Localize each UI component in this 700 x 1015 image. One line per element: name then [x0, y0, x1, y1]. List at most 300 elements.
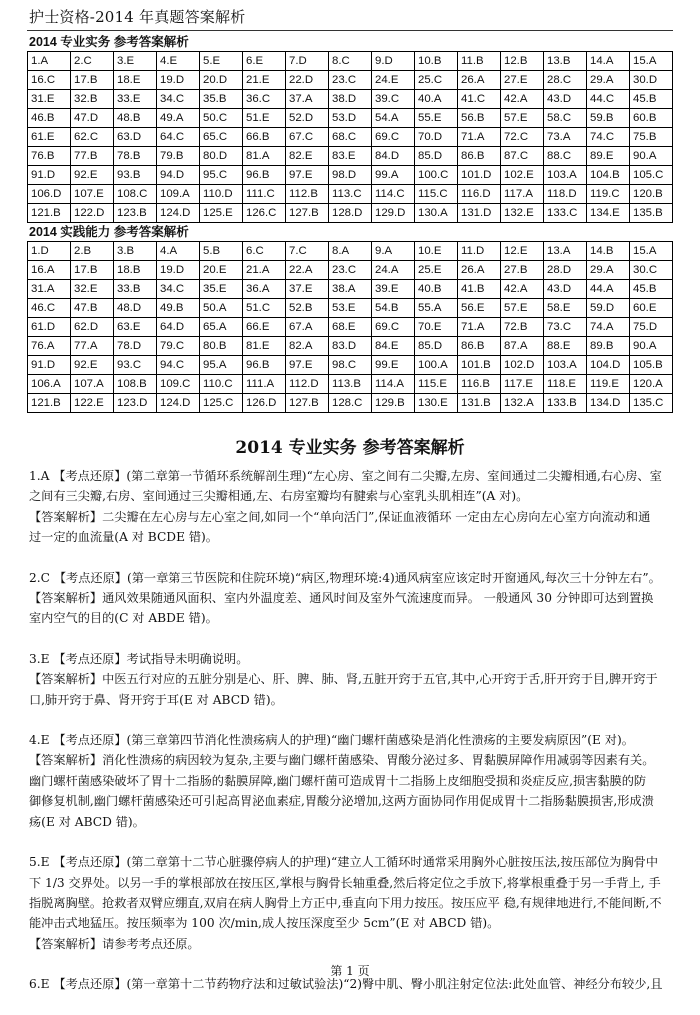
answer-cell: 108.C: [114, 185, 157, 204]
answer-cell: 99.E: [372, 356, 415, 375]
answer-cell: 68.C: [329, 128, 372, 147]
answer-cell: 90.A: [630, 147, 673, 166]
answer-cell: 109.C: [157, 375, 200, 394]
answer-cell: 24.E: [372, 71, 415, 90]
answer-cell: 75.B: [630, 128, 673, 147]
answer-row: [28, 261, 673, 280]
answer-cell: 1.A: [28, 52, 71, 71]
text-line: 1.A 【考点还原】(第二章第一节循环系统解剖生理)“左心房、室之间有二尖瓣,左房、室间通过二尖瓣相通,右心房、室: [29, 469, 662, 483]
answer-cell: 65.A: [200, 318, 243, 337]
answer-cell: 59.B: [587, 109, 630, 128]
answer-explanations: [29, 466, 672, 1015]
answer-cell: 29.A: [587, 71, 630, 90]
question-3-explanation: [29, 649, 672, 710]
answer-cell: 132.A: [501, 394, 544, 413]
answer-cell: 119.C: [587, 185, 630, 204]
answer-cell: 55.A: [415, 299, 458, 318]
answer-cell: 57.E: [501, 109, 544, 128]
answer-cell: 45.B: [630, 280, 673, 299]
answer-cell: 54.A: [372, 109, 415, 128]
answer-cell: 95.C: [200, 166, 243, 185]
answer-cell: 17.B: [71, 261, 114, 280]
question-5-explanation: [29, 852, 672, 954]
answer-cell: 30.C: [630, 261, 673, 280]
answer-cell: 84.D: [372, 147, 415, 166]
answer-cell: 102.E: [501, 166, 544, 185]
answer-row: [28, 242, 673, 261]
answer-cell: 72.C: [501, 128, 544, 147]
answer-cell: 82.E: [286, 147, 329, 166]
answer-cell: 81.E: [243, 337, 286, 356]
answer-cell: 76.A: [28, 337, 71, 356]
answer-cell: 80.B: [200, 337, 243, 356]
answer-cell: 119.E: [587, 375, 630, 394]
answer-cell: 43.D: [544, 90, 587, 109]
answer-cell: 106.D: [28, 185, 71, 204]
answer-cell: 83.E: [329, 147, 372, 166]
question-1-explanation: [29, 466, 672, 548]
answer-cell: 26.A: [458, 71, 501, 90]
answer-cell: 64.D: [157, 318, 200, 337]
answer-cell: 35.E: [200, 280, 243, 299]
section-title-ability: 2014 实践能力 参考答案解析: [29, 225, 189, 239]
answer-cell: 72.B: [501, 318, 544, 337]
answer-cell: 8.C: [329, 52, 372, 71]
answer-cell: 106.A: [28, 375, 71, 394]
section-title-practice: 2014 专业实务 参考答案解析: [29, 35, 189, 49]
answer-cell: 129.D: [372, 204, 415, 223]
answer-cell: 28.D: [544, 261, 587, 280]
answer-cell: 58.C: [544, 109, 587, 128]
answer-cell: 52.D: [286, 109, 329, 128]
answer-cell: 46.C: [28, 299, 71, 318]
answer-cell: 42.A: [501, 280, 544, 299]
answer-row: [28, 166, 673, 185]
answer-cell: 20.D: [200, 71, 243, 90]
answer-cell: 124.D: [157, 394, 200, 413]
answer-cell: 85.D: [415, 147, 458, 166]
answer-cell: 102.D: [501, 356, 544, 375]
answer-cell: 105.B: [630, 356, 673, 375]
answer-cell: 7.C: [286, 242, 329, 261]
text-line: 室内空气的目的(C 对 ABDE 错)。: [29, 611, 218, 626]
answer-cell: 2.B: [71, 242, 114, 261]
answer-row: [28, 71, 673, 90]
answer-cell: 68.E: [329, 318, 372, 337]
answer-cell: 124.D: [157, 204, 200, 223]
answer-cell: 86.B: [458, 337, 501, 356]
answer-cell: 135.C: [630, 394, 673, 413]
text-line: 【答案解析】中医五行对应的五脏分别是心、肝、脾、肺、肾,五脏开窍于五官,其中,心开窍于舌,肝开窍于目,脾开窍于: [29, 672, 658, 687]
text-line: 下 1/3 交界处。以另一手的掌根部放在按压区,掌根与胸骨长轴重叠,然后将定位之手放下,将掌根重叠于另一手背上, 手: [29, 875, 661, 890]
answer-cell: 132.E: [501, 204, 544, 223]
answer-cell: 4.E: [157, 52, 200, 71]
answer-row: [28, 375, 673, 394]
answer-cell: 26.A: [458, 261, 501, 280]
answer-cell: 34.C: [157, 280, 200, 299]
answer-cell: 9.D: [372, 52, 415, 71]
answer-cell: 126.D: [243, 394, 286, 413]
article-title: 2014 专业实务 参考答案解析: [235, 438, 465, 458]
answer-cell: 127.B: [286, 394, 329, 413]
answer-cell: 78.B: [114, 147, 157, 166]
answer-cell: 82.A: [286, 337, 329, 356]
answer-cell: 81.A: [243, 147, 286, 166]
answer-cell: 14.B: [587, 242, 630, 261]
answer-cell: 97.E: [286, 166, 329, 185]
answer-cell: 32.E: [71, 280, 114, 299]
answer-cell: 134.D: [587, 394, 630, 413]
answer-cell: 95.A: [200, 356, 243, 375]
answer-cell: 67.C: [286, 128, 329, 147]
answer-cell: 98.C: [329, 356, 372, 375]
answer-row: [28, 318, 673, 337]
answer-cell: 30.D: [630, 71, 673, 90]
answer-cell: 111.A: [243, 375, 286, 394]
answer-cell: 22.D: [286, 71, 329, 90]
answer-row: [28, 185, 673, 204]
answer-cell: 73.A: [544, 128, 587, 147]
answer-cell: 65.C: [200, 128, 243, 147]
answer-cell: 112.B: [286, 185, 329, 204]
text-line: 疡(E 对 ABCD 错)。: [29, 814, 145, 829]
answer-row: [28, 109, 673, 128]
answer-cell: 40.B: [415, 280, 458, 299]
answer-cell: 96.B: [243, 166, 286, 185]
answer-cell: 31.A: [28, 280, 71, 299]
answer-cell: 74.C: [587, 128, 630, 147]
text-line: 指脱离胸壁。抢救者双臂应绷直,双肩在病人胸骨上方正中,垂直向下用力按压。按压应平 稳,有规律地进行,不能间断,不: [29, 895, 662, 910]
answer-cell: 101.B: [458, 356, 501, 375]
answer-cell: 59.D: [587, 299, 630, 318]
answer-cell: 24.A: [372, 261, 415, 280]
answer-cell: 27.E: [501, 71, 544, 90]
answer-row: [28, 90, 673, 109]
answer-cell: 6.C: [243, 242, 286, 261]
answer-cell: 116.D: [458, 185, 501, 204]
answer-cell: 84.E: [372, 337, 415, 356]
answer-cell: 8.A: [329, 242, 372, 261]
answer-cell: 117.A: [501, 185, 544, 204]
text-line: 2.C 【考点还原】(第一章第三节医院和住院环境)“病区,物理环境:4)通风病室应该定时开窗通风,每次三十分钟左右”。: [29, 570, 661, 585]
answer-cell: 69.C: [372, 318, 415, 337]
text-line: 【答案解析】请参考考点还原。: [29, 936, 200, 951]
answer-cell: 103.A: [544, 166, 587, 185]
answer-cell: 129.B: [372, 394, 415, 413]
text-line: 【答案解析】二尖瓣在左心房与左心室之间,如同一个“单向活门”,保证血液循环 一定由左心房向左心室方向流动和通: [29, 509, 651, 524]
answer-cell: 13.B: [544, 52, 587, 71]
answer-cell: 73.C: [544, 318, 587, 337]
answer-cell: 75.D: [630, 318, 673, 337]
answer-cell: 11.B: [458, 52, 501, 71]
answer-cell: 56.B: [458, 109, 501, 128]
text-line: 幽门螺杆菌感染破坏了胃十二指肠的黏膜屏障,幽门螺杆菌可造成胃十二指肠上皮细胞受损和炎症反应,损害黏膜的防: [29, 773, 647, 788]
answer-cell: 45.B: [630, 90, 673, 109]
answer-cell: 110.C: [200, 375, 243, 394]
answer-cell: 94.D: [157, 166, 200, 185]
answer-cell: 55.E: [415, 109, 458, 128]
answer-cell: 39.C: [372, 90, 415, 109]
answer-cell: 64.C: [157, 128, 200, 147]
answer-cell: 70.D: [415, 128, 458, 147]
answer-cell: 88.E: [544, 337, 587, 356]
answer-cell: 79.C: [157, 337, 200, 356]
answer-tables: [27, 33, 673, 413]
answer-cell: 10.E: [415, 242, 458, 261]
answer-cell: 92.E: [71, 356, 114, 375]
answer-cell: 4.A: [157, 242, 200, 261]
answer-cell: 90.A: [630, 337, 673, 356]
answer-row: [28, 394, 673, 413]
answer-cell: 114.A: [372, 375, 415, 394]
answer-cell: 58.E: [544, 299, 587, 318]
answer-cell: 97.E: [286, 356, 329, 375]
answer-cell: 77.B: [71, 147, 114, 166]
answer-cell: 63.D: [114, 128, 157, 147]
answer-cell: 19.D: [157, 71, 200, 90]
answer-cell: 11.D: [458, 242, 501, 261]
answer-cell: 109.A: [157, 185, 200, 204]
answer-cell: 133.C: [544, 204, 587, 223]
answer-cell: 43.D: [544, 280, 587, 299]
answer-cell: 93.C: [114, 356, 157, 375]
answer-cell: 126.C: [243, 204, 286, 223]
answer-cell: 60.B: [630, 109, 673, 128]
answer-cell: 118.D: [544, 185, 587, 204]
answer-cell: 105.C: [630, 166, 673, 185]
answer-cell: 44.C: [587, 90, 630, 109]
answer-row: [28, 147, 673, 166]
answer-cell: 71.A: [458, 128, 501, 147]
answer-cell: 34.C: [157, 90, 200, 109]
answer-cell: 38.D: [329, 90, 372, 109]
answer-cell: 53.E: [329, 299, 372, 318]
answer-cell: 100.A: [415, 356, 458, 375]
answer-cell: 25.E: [415, 261, 458, 280]
header-rule: [27, 30, 673, 31]
answer-cell: 33.E: [114, 90, 157, 109]
answer-cell: 104.B: [587, 166, 630, 185]
answer-cell: 114.C: [372, 185, 415, 204]
text-line: 6.E 【考点还原】(第一章第十二节药物疗法和过敏试验法)“2)臀中肌、臀小肌注射定位法:此处血管、神经分布较少,且: [29, 977, 663, 992]
answer-cell: 113.B: [329, 375, 372, 394]
answer-cell: 83.D: [329, 337, 372, 356]
answer-cell: 88.C: [544, 147, 587, 166]
answer-cell: 117.E: [501, 375, 544, 394]
answer-cell: 80.D: [200, 147, 243, 166]
answer-cell: 107.A: [71, 375, 114, 394]
answer-table-practice: [27, 51, 673, 223]
answer-cell: 116.B: [458, 375, 501, 394]
answer-cell: 99.A: [372, 166, 415, 185]
answer-cell: 1.D: [28, 242, 71, 261]
answer-cell: 76.B: [28, 147, 71, 166]
answer-cell: 110.D: [200, 185, 243, 204]
answer-cell: 104.D: [587, 356, 630, 375]
answer-cell: 130.A: [415, 204, 458, 223]
answer-cell: 74.A: [587, 318, 630, 337]
answer-cell: 40.A: [415, 90, 458, 109]
answer-cell: 89.B: [587, 337, 630, 356]
answer-cell: 115.E: [415, 375, 458, 394]
answer-cell: 15.A: [630, 242, 673, 261]
answer-cell: 79.B: [157, 147, 200, 166]
answer-cell: 21.E: [243, 71, 286, 90]
answer-cell: 20.E: [200, 261, 243, 280]
answer-cell: 128.C: [329, 394, 372, 413]
answer-cell: 48.B: [114, 109, 157, 128]
answer-cell: 53.D: [329, 109, 372, 128]
answer-cell: 70.E: [415, 318, 458, 337]
answer-cell: 61.D: [28, 318, 71, 337]
answer-row: [28, 280, 673, 299]
answer-cell: 27.B: [501, 261, 544, 280]
answer-cell: 122.D: [71, 204, 114, 223]
answer-cell: 12.E: [501, 242, 544, 261]
answer-cell: 9.A: [372, 242, 415, 261]
answer-cell: 98.D: [329, 166, 372, 185]
answer-cell: 112.D: [286, 375, 329, 394]
answer-cell: 101.D: [458, 166, 501, 185]
answer-cell: 36.A: [243, 280, 286, 299]
answer-cell: 91.D: [28, 166, 71, 185]
answer-cell: 17.B: [71, 71, 114, 90]
answer-cell: 41.B: [458, 280, 501, 299]
answer-cell: 91.D: [28, 356, 71, 375]
answer-cell: 28.C: [544, 71, 587, 90]
answer-cell: 16.C: [28, 71, 71, 90]
answer-cell: 115.C: [415, 185, 458, 204]
answer-cell: 22.A: [286, 261, 329, 280]
answer-cell: 120.B: [630, 185, 673, 204]
answer-cell: 18.E: [114, 71, 157, 90]
answer-cell: 39.E: [372, 280, 415, 299]
answer-cell: 108.B: [114, 375, 157, 394]
answer-cell: 44.A: [587, 280, 630, 299]
answer-cell: 47.B: [71, 299, 114, 318]
answer-cell: 125.C: [200, 394, 243, 413]
answer-cell: 52.B: [286, 299, 329, 318]
question-4-explanation: [29, 730, 672, 832]
text-line: 过一定的血流量(A 对 BCDE 错)。: [29, 530, 218, 545]
text-line: 能冲击式地猛压。按压频率为 100 次/min,成人按压深度至少 5cm”(E 对 ABCD 错)。: [29, 916, 500, 931]
answer-cell: 33.B: [114, 280, 157, 299]
text-line: 【答案解析】通风效果随通风面积、室内外温度差、通风时间及室外气流速度而异。 一般通风 30 分钟即可达到置换: [29, 591, 654, 606]
answer-cell: 118.E: [544, 375, 587, 394]
answer-cell: 128.D: [329, 204, 372, 223]
answer-cell: 94.C: [157, 356, 200, 375]
answer-cell: 92.E: [71, 166, 114, 185]
answer-cell: 15.A: [630, 52, 673, 71]
answer-row: [28, 299, 673, 318]
answer-cell: 23.C: [329, 261, 372, 280]
answer-cell: 131.D: [458, 204, 501, 223]
answer-cell: 62.C: [71, 128, 114, 147]
answer-cell: 122.E: [71, 394, 114, 413]
running-header: 护士资格-2014 年真题答案解析: [29, 8, 246, 26]
answer-cell: 60.E: [630, 299, 673, 318]
answer-cell: 38.A: [329, 280, 372, 299]
question-2-explanation: [29, 568, 672, 629]
answer-row: [28, 52, 673, 71]
answer-cell: 23.C: [329, 71, 372, 90]
text-line: 【答案解析】消化性溃疡的病因较为复杂,主要与幽门螺杆菌感染、胃酸分泌过多、胃黏膜屏障作用减弱等因素有关。: [29, 753, 655, 768]
answer-cell: 123.B: [114, 204, 157, 223]
answer-cell: 49.B: [157, 299, 200, 318]
answer-cell: 100.C: [415, 166, 458, 185]
answer-cell: 50.A: [200, 299, 243, 318]
answer-cell: 10.B: [415, 52, 458, 71]
answer-cell: 7.D: [286, 52, 329, 71]
answer-cell: 6.E: [243, 52, 286, 71]
answer-cell: 37.E: [286, 280, 329, 299]
answer-cell: 78.D: [114, 337, 157, 356]
answer-row: [28, 337, 673, 356]
answer-cell: 127.B: [286, 204, 329, 223]
answer-row: [28, 204, 673, 223]
answer-cell: 14.A: [587, 52, 630, 71]
text-line: 4.E 【考点还原】(第三章第四节消化性溃疡病人的护理)“幽门螺杆菌感染是消化性溃疡的主要发病原因”(E 对)。: [29, 733, 634, 748]
answer-cell: 123.D: [114, 394, 157, 413]
answer-cell: 50.C: [200, 109, 243, 128]
answer-cell: 54.B: [372, 299, 415, 318]
text-line: 御修复机制,幽门螺杆菌感染还可引起高胃泌血素症,胃酸分泌增加,这两方面协同作用促成胃十二指肠黏膜损害,形成溃: [29, 794, 654, 809]
text-line: 5.E 【考点还原】(第二章第十二节心脏骤停病人的护理)“建立人工循环时通常采用胸外心脏按压法,按压部位为胸骨中: [29, 855, 659, 870]
answer-cell: 130.E: [415, 394, 458, 413]
answer-cell: 69.C: [372, 128, 415, 147]
answer-cell: 67.A: [286, 318, 329, 337]
answer-cell: 36.C: [243, 90, 286, 109]
answer-cell: 66.E: [243, 318, 286, 337]
answer-cell: 12.B: [501, 52, 544, 71]
page-number: 第 1 页: [330, 964, 370, 978]
answer-cell: 107.E: [71, 185, 114, 204]
answer-cell: 131.B: [458, 394, 501, 413]
text-line: 3.E 【考点还原】考试指导未明确说明。: [29, 651, 249, 666]
answer-cell: 41.C: [458, 90, 501, 109]
answer-cell: 87.C: [501, 147, 544, 166]
answer-cell: 66.B: [243, 128, 286, 147]
answer-cell: 51.E: [243, 109, 286, 128]
answer-cell: 96.B: [243, 356, 286, 375]
answer-cell: 87.A: [501, 337, 544, 356]
text-line: 口,肺开窍于鼻、肾开窍于耳(E 对 ABCD 错)。: [29, 692, 283, 707]
answer-cell: 19.D: [157, 261, 200, 280]
answer-cell: 134.E: [587, 204, 630, 223]
answer-cell: 49.A: [157, 109, 200, 128]
answer-cell: 121.B: [28, 204, 71, 223]
answer-cell: 5.E: [200, 52, 243, 71]
answer-cell: 32.B: [71, 90, 114, 109]
answer-cell: 42.A: [501, 90, 544, 109]
answer-cell: 125.E: [200, 204, 243, 223]
answer-cell: 25.C: [415, 71, 458, 90]
answer-cell: 86.B: [458, 147, 501, 166]
answer-cell: 37.A: [286, 90, 329, 109]
answer-cell: 56.E: [458, 299, 501, 318]
answer-cell: 18.B: [114, 261, 157, 280]
answer-cell: 71.A: [458, 318, 501, 337]
answer-cell: 121.B: [28, 394, 71, 413]
answer-cell: 3.B: [114, 242, 157, 261]
answer-row: [28, 356, 673, 375]
answer-cell: 13.A: [544, 242, 587, 261]
answer-cell: 120.A: [630, 375, 673, 394]
answer-cell: 61.E: [28, 128, 71, 147]
answer-cell: 16.A: [28, 261, 71, 280]
answer-cell: 85.D: [415, 337, 458, 356]
answer-cell: 31.E: [28, 90, 71, 109]
